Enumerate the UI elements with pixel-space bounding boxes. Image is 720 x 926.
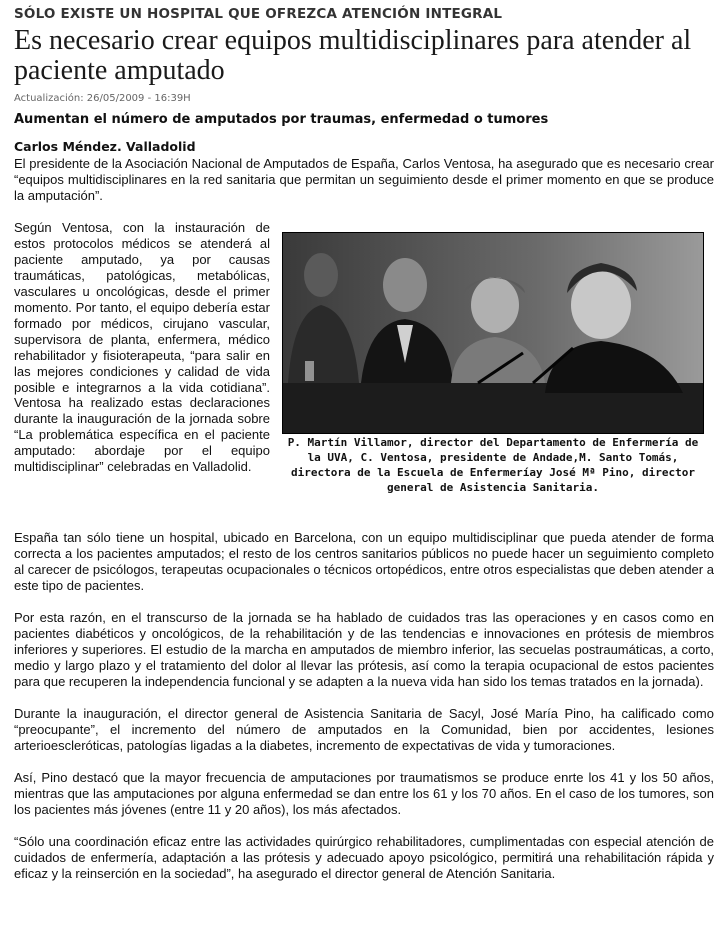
byline: Carlos Méndez. Valladolid [14, 139, 196, 154]
update-timestamp: Actualización: 26/05/2009 - 16:39H [14, 93, 191, 104]
news-photo [282, 232, 704, 434]
headline: Es necesario crear equipos multidisciplinares para atender al paciente amputado [14, 25, 692, 86]
body-paragraph: Durante la inauguración, el director general de Asistencia Sanitaria de Sacyl, José María Pino, ha calificado como “preocupante”, el incremento del número de amputados en la Comunidad, bien por accidentes, lesiones arterioescleróticas, patologías ligadas a la diabetes, incremento de expectativas de vida y tumoraciones. [14, 706, 714, 753]
body-paragraph: España tan sólo tiene un hospital, ubicado en Barcelona, con un equipo multidisciplinar que pueda atender de forma correcta a los pacientes amputados; el resto de los centros sanitarios públicos no puede hacer un seguimiento completo al carecer de psicólogos, terapeutas ocupacionales o técnicos ortopédicos, entre otros especialistas que deben atender a este tipo de pacientes. [14, 530, 714, 593]
article [14, 6, 714, 898]
lead-paragraph: El presidente de la Asociación Nacional de Amputados de España, Carlos Ventosa, ha asegurado que es necesario crear “equipos multidisciplinares en la red sanitaria que permitan un seguimiento desde el primer momento en que se produce la amputación”. [14, 156, 714, 203]
body-paragraph: Por esta razón, en el transcurso de la jornada se ha hablado de cuidados tras las operaciones y en casos como en pacientes diabéticos y oncológicos, de la rehabilitación y de las tendencias e innovaciones en prótesis de miembros inferiores y superiores. El estudio de la marcha en amputados de miembro inferior, las secuelas postraumáticas, a corto, medio y largo plazo y el tratamiento del dolor al llevar las prótesis, así como la terapia ocupacional de estos pacientes para que recuperen la independencia funcional y se adapten a la nueva vida han sido los temas tratados en la jornada). [14, 610, 714, 689]
subheadline: Aumentan el número de amputados por traumas, enfermedad o tumores [14, 112, 549, 127]
body-paragraph: “Sólo una coordinación eficaz entre las actividades quirúrgico rehabilitadores, cumplimentadas con especial atención de cuidados de enfermería, adaptación a las prótesis y adecuado apoyo psicológico, permitirá una rehabilitación rápida y eficaz y la reinserción en la sociedad”, ha asegurado el director general de Atención Sanitaria. [14, 834, 714, 881]
kicker: SÓLO EXISTE UN HOSPITAL QUE OFREZCA ATENCIÓN INTEGRAL [14, 6, 503, 22]
body-paragraph: Así, Pino destacó que la mayor frecuencia de amputaciones por traumatismos se produce enrte los 41 y los 50 años, mientras que las amputaciones por alguna enfermedad se dan entre los 61 y los 70 años. En el caso de los tumores, son los pacientes más jóvenes (entre 11 y 20 años), los más afectados. [14, 770, 714, 817]
photo-caption: P. Martín Villamor, director del Departamento de Enfermería de la UVA, C. Ventosa, presidente de Andade,M. Santo Tomás, directora de la Escuela de Enfermeríay José Mª Pino, director general de Asistencia Sanitaria. [287, 436, 699, 494]
photo-section [14, 220, 714, 514]
side-paragraph: Según Ventosa, con la instauración de estos protocolos médicos se atenderá al paciente amputado, ya por causas traumáticas, patológicas, metabólicas, vasculares u oncológicas, desde el primer momento. Por tanto, el equipo debería estar formado por médicos, cirujano vascular, supervisora de planta, enfermera, médico rehabilitador y fisioterapeuta, “para salir en las mejores condiciones y calidad de vida posible e integrarnos a la vida cotidiana”. Ventosa ha realizado estas declaraciones durante la inauguración de la jornada sobre “La problemática específica en el paciente amputado: abordaje por el equipo multidisciplinar” celebradas en Valladolid. [14, 220, 270, 475]
